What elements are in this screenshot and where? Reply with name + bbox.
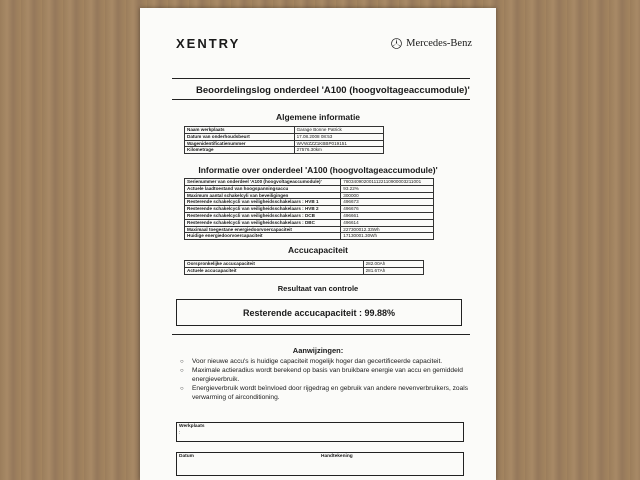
table-row — [185, 219, 434, 226]
datum-label: Datum — [179, 454, 194, 459]
divider — [172, 78, 470, 79]
table-row — [185, 226, 434, 233]
row-value: 227300012.33Wh — [341, 226, 434, 233]
row-value: 17.08.2008 08:53 — [294, 133, 383, 140]
field-marker: : — [179, 430, 181, 436]
list-item: ○ Energieverbruik wordt beïnvloed door rijgedrag en gebruik van andere nevenverbruikers, zoals verwarming of airconditioning. — [192, 385, 482, 402]
row-label: Huidige energiedoorvoercapaciteit — [185, 233, 341, 240]
row-label: Resterende schakelcycli van veiligheidsschakelaars : DCB — [185, 212, 341, 219]
table-row — [185, 261, 424, 268]
row-label: Actuele laadtoestand van hoogspanningsaccu — [185, 185, 341, 192]
table-row — [185, 127, 384, 134]
section-heading-component: Informatie over onderdeel 'A100 (hoogvoltageaccumodule)' — [198, 165, 438, 175]
row-label: Resterende schakelcycli van veiligheidsschakelaars : DBC — [185, 219, 341, 226]
capacity-table — [184, 260, 424, 275]
table-row — [185, 147, 384, 154]
table-row — [185, 206, 434, 213]
row-value: 496661 — [341, 212, 434, 219]
component-info-table — [184, 178, 434, 240]
row-label: Maximum aantal schakelcyli van beveiligingen — [185, 192, 341, 199]
mercedes-star-icon — [391, 38, 402, 49]
xentry-logo: XENTRY — [176, 36, 241, 51]
table-row — [185, 192, 434, 199]
table-row — [185, 199, 434, 206]
row-value: 282.00Ah — [363, 261, 423, 268]
result-text: Resterende accucapaciteit : 99.88% — [242, 307, 396, 318]
row-label: Serienummer van onderdeel 'A100 (hoogvoltageaccumodule)' — [185, 179, 341, 186]
row-value: 27576.30km — [294, 147, 383, 154]
row-value: 496614 — [341, 219, 434, 226]
notes-heading: Aanwijzingen: — [292, 346, 344, 355]
row-value: 7803409020011122110900003211001 — [341, 179, 434, 186]
list-item: ○ Maximale actieradius wordt berekend op basis van bruikbare energie van accu en gemiddeld energieverbruik. — [192, 367, 482, 384]
table-row — [185, 185, 434, 192]
row-label: Datum van onderhoudsbeurt — [185, 133, 295, 140]
signature-field — [176, 452, 464, 476]
row-label: Naam werkplaats — [185, 127, 295, 134]
row-value: Garage Bonne Patrick — [294, 127, 383, 134]
list-item: ○ Voor nieuwe accu's is huidige capaciteit mogelijk hoger dan gecertificeerde capaciteit. — [192, 358, 482, 366]
table-row — [185, 179, 434, 186]
row-label: Wagenidentificatienummer — [185, 140, 295, 147]
document-page — [140, 8, 496, 480]
section-heading-general: Algemene informatie — [275, 112, 361, 122]
table-row — [185, 140, 384, 147]
row-value: 496676 — [341, 206, 434, 213]
notes-list — [178, 358, 482, 403]
mercedes-benz-wordmark: Mercedes-Benz — [406, 38, 472, 49]
row-value: 93.22% — [341, 185, 434, 192]
general-info-table — [184, 126, 384, 154]
row-label: Actuele accucapaciteit — [185, 267, 364, 274]
row-label: Resterende schakelcycli van veiligheidsschakelaars : HVB 1 — [185, 199, 341, 206]
row-value: 496673 — [341, 199, 434, 206]
werkplaats-field — [176, 422, 464, 442]
row-value: 17130001.30Wh — [341, 233, 434, 240]
section-heading-capacity: Accucapaciteit — [288, 245, 348, 255]
row-value: 300000 — [341, 192, 434, 199]
divider — [172, 334, 470, 335]
section-heading-result: Resultaat van controle — [277, 284, 359, 293]
row-label: Kilometrage — [185, 147, 295, 154]
document-title: Beoordelingslog onderdeel 'A100 (hoogvoltageaccumodule)' — [196, 85, 470, 96]
handtekening-label: Handtekening — [321, 454, 353, 459]
divider — [172, 99, 470, 100]
row-value: 281.67Ah — [363, 267, 423, 274]
result-box — [176, 299, 462, 326]
werkplaats-label: Werkplaats — [179, 424, 205, 429]
table-row — [185, 212, 434, 219]
row-label: Maximaal toegestane energiedoorvoercapaciteit — [185, 226, 341, 233]
mercedes-benz-logo — [391, 38, 472, 49]
table-row — [185, 267, 424, 274]
row-label: Resterende schakelcycli van veiligheidsschakelaars : HVB 2 — [185, 206, 341, 213]
row-value: WVWZZZ1KBBP019151 — [294, 140, 383, 147]
table-row — [185, 133, 384, 140]
row-label: Oorspronkelijke accucapaciteit — [185, 261, 364, 268]
table-row — [185, 233, 434, 240]
